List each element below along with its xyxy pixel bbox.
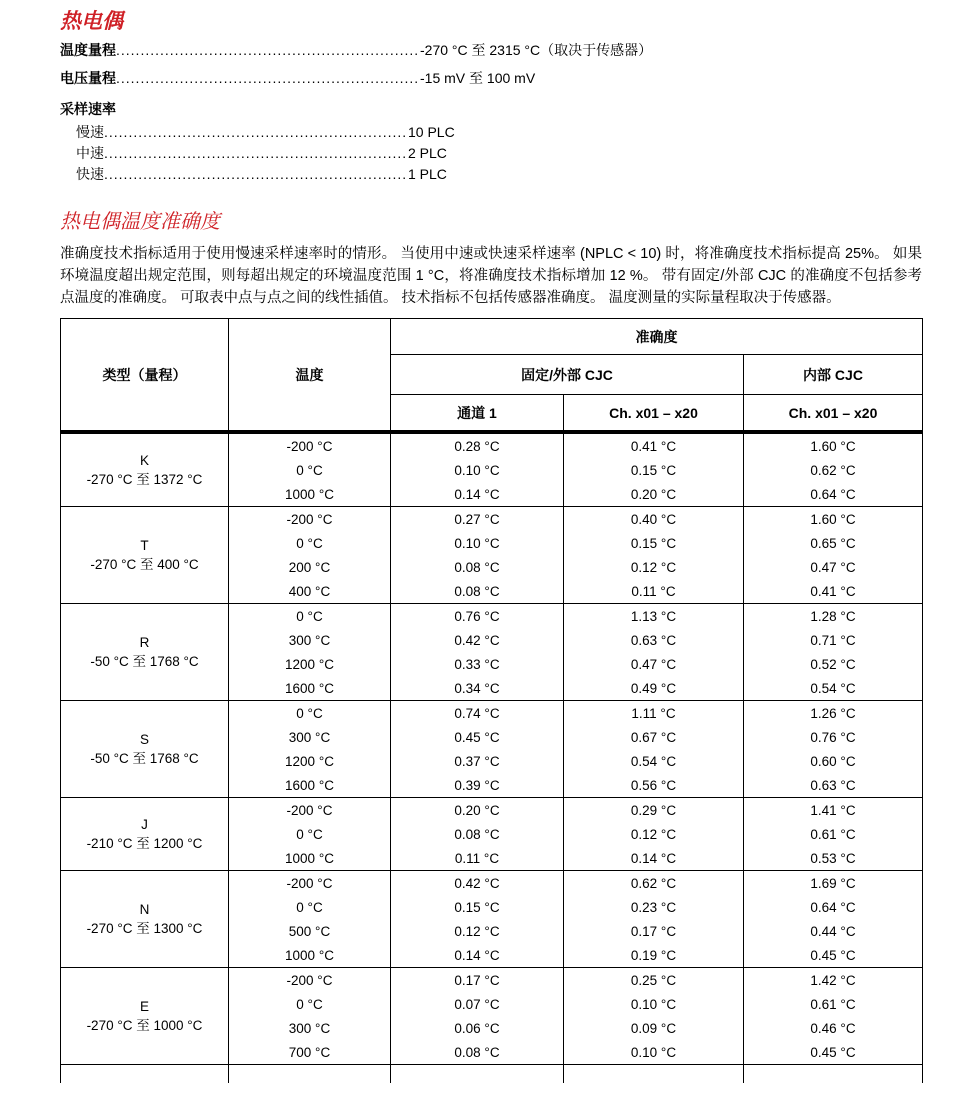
internal-accuracy-cell: 0.45 °C (744, 943, 923, 968)
type-range-cell (61, 798, 229, 871)
spec-value-medium: 2 PLC (408, 145, 447, 161)
internal-accuracy-cell: 0.65 °C (744, 531, 923, 555)
temperature-cell: 300 °C (229, 725, 391, 749)
temperature-cell: -200 °C (229, 871, 391, 896)
internal-accuracy-cell: 0.61 °C (744, 822, 923, 846)
channel1-accuracy-cell: 0.33 °C (391, 652, 564, 676)
temperature-cell: 0 °C (229, 458, 391, 482)
spec-left (76, 143, 406, 163)
accuracy-description-paragraph: 准确度技术指标适用于使用慢速采样速率时的情形。 当使用中速或快速采样速率 (NPLC < 10) 时，将准确度技术指标提高 25%。 如果环境温度超出规定范围，则每超出规定的环境温度范围 1 °C，将准确度技术指标增加 12 %。 带有固定/外部 CJC 的准确度不包括参考点温度的准确度。 可取表中点与点之间的线性插值。 技术指标不包括传感器准确度。 温度测量的实际量程取决于传感器。 (60, 246, 922, 306)
temperature-cell: 1000 °C (229, 482, 391, 507)
internal-accuracy-cell: 0.44 °C (744, 919, 923, 943)
spec-row-voltage-range (60, 68, 922, 96)
internal-accuracy-cell: 1.28 °C (744, 604, 923, 629)
channel1-accuracy-cell: 0.11 °C (391, 846, 564, 871)
fixed-external-accuracy-cell: 0.67 °C (564, 725, 744, 749)
spec-section-sample-rate: 采样速率 (60, 101, 116, 117)
temperature-cell: -200 °C (229, 968, 391, 993)
temperature-cell: 1200 °C (229, 652, 391, 676)
header-temperature: 温度 (229, 319, 391, 433)
temperature-cell: 700 °C (229, 1040, 391, 1065)
thermocouple-type: E (139, 999, 149, 1014)
fixed-external-accuracy-cell: 0.49 °C (564, 676, 744, 701)
channel1-accuracy-cell: 0.37 °C (391, 749, 564, 773)
type-range-cell (61, 432, 229, 507)
channel1-accuracy-cell: 0.08 °C (391, 555, 564, 579)
thermocouple-range: -270 °C 至 1300 °C (86, 921, 203, 936)
temperature-cell: 1200 °C (229, 749, 391, 773)
fixed-external-accuracy-cell: 0.12 °C (564, 822, 744, 846)
channel1-accuracy-cell: 0.42 °C (391, 628, 564, 652)
spec-label-slow: 慢速 (76, 124, 104, 140)
table-row-cutoff (61, 1065, 923, 1084)
temperature-cell: -200 °C (229, 507, 391, 532)
header-channel-1: 通道 1 (391, 395, 564, 433)
fixed-external-accuracy-cell: 1.13 °C (564, 604, 744, 629)
channel1-accuracy-cell: 0.08 °C (391, 579, 564, 604)
spec-row-fast-rate (60, 164, 922, 185)
header-ch-x01-x20-internal: Ch. x01 – x20 (744, 395, 923, 433)
channel1-accuracy-cell: 0.12 °C (391, 919, 564, 943)
type-range-cell (61, 507, 229, 604)
header-type-range: 类型（量程） (61, 319, 229, 433)
internal-accuracy-cell: 0.52 °C (744, 652, 923, 676)
internal-accuracy-cell: 0.54 °C (744, 676, 923, 701)
table-row (61, 871, 923, 896)
thermocouple-type: N (139, 902, 150, 917)
cutoff-cell (391, 1065, 564, 1084)
internal-accuracy-cell: 0.64 °C (744, 895, 923, 919)
temperature-cell: 0 °C (229, 822, 391, 846)
type-range-cell (61, 604, 229, 701)
fixed-external-accuracy-cell: 0.62 °C (564, 871, 744, 896)
fixed-external-accuracy-cell: 0.25 °C (564, 968, 744, 993)
spec-row-medium-rate (60, 143, 922, 164)
internal-accuracy-cell: 1.26 °C (744, 701, 923, 726)
fixed-external-accuracy-cell: 0.14 °C (564, 846, 744, 871)
temperature-cell: 0 °C (229, 895, 391, 919)
spec-label-fast: 快速 (76, 166, 104, 182)
internal-accuracy-cell: 1.42 °C (744, 968, 923, 993)
header-ch-x01-x20-fixed: Ch. x01 – x20 (564, 395, 744, 433)
fixed-external-accuracy-cell: 0.47 °C (564, 652, 744, 676)
dot-leader (116, 42, 418, 58)
internal-accuracy-cell: 0.71 °C (744, 628, 923, 652)
table-row (61, 432, 923, 458)
spec-label-voltage-range: 电压量程 (60, 70, 116, 86)
temperature-cell: 400 °C (229, 579, 391, 604)
channel1-accuracy-cell: 0.74 °C (391, 701, 564, 726)
thermocouple-type: R (139, 635, 150, 650)
channel1-accuracy-cell: 0.34 °C (391, 676, 564, 701)
internal-accuracy-cell: 0.64 °C (744, 482, 923, 507)
internal-accuracy-cell: 0.46 °C (744, 1016, 923, 1040)
temperature-cell: 300 °C (229, 628, 391, 652)
temperature-cell: 1600 °C (229, 773, 391, 798)
header-internal-cjc: 内部 CJC (744, 355, 923, 395)
fixed-external-accuracy-cell: 0.10 °C (564, 992, 744, 1016)
internal-accuracy-cell: 0.53 °C (744, 846, 923, 871)
temperature-cell: 1000 °C (229, 943, 391, 968)
internal-accuracy-cell: 0.41 °C (744, 579, 923, 604)
channel1-accuracy-cell: 0.15 °C (391, 895, 564, 919)
type-range-cell (61, 701, 229, 798)
channel1-accuracy-cell: 0.10 °C (391, 531, 564, 555)
channel1-accuracy-cell: 0.39 °C (391, 773, 564, 798)
fixed-external-accuracy-cell: 0.63 °C (564, 628, 744, 652)
type-range-cell (61, 871, 229, 968)
cutoff-cell (229, 1065, 391, 1084)
channel1-accuracy-cell: 0.07 °C (391, 992, 564, 1016)
fixed-external-accuracy-cell: 0.54 °C (564, 749, 744, 773)
internal-accuracy-cell: 1.41 °C (744, 798, 923, 823)
channel1-accuracy-cell: 0.17 °C (391, 968, 564, 993)
spec-label-temperature-range: 温度量程 (60, 42, 116, 58)
spec-left (76, 164, 406, 184)
fixed-external-accuracy-cell: 0.19 °C (564, 943, 744, 968)
internal-accuracy-cell: 0.76 °C (744, 725, 923, 749)
table-row (61, 798, 923, 823)
temperature-cell: 300 °C (229, 1016, 391, 1040)
cutoff-cell (61, 1065, 229, 1084)
channel1-accuracy-cell: 0.76 °C (391, 604, 564, 629)
internal-accuracy-cell: 1.69 °C (744, 871, 923, 896)
fixed-external-accuracy-cell: 0.17 °C (564, 919, 744, 943)
table-row (61, 968, 923, 993)
fixed-external-accuracy-cell: 0.56 °C (564, 773, 744, 798)
dot-leader (116, 70, 418, 86)
thermocouple-type: S (139, 732, 149, 747)
channel1-accuracy-cell: 0.06 °C (391, 1016, 564, 1040)
fixed-external-accuracy-cell: 0.20 °C (564, 482, 744, 507)
fixed-external-accuracy-cell: 0.41 °C (564, 432, 744, 458)
fixed-external-accuracy-cell: 0.12 °C (564, 555, 744, 579)
accuracy-table-body (61, 432, 923, 1083)
thermocouple-accuracy-table (60, 318, 923, 1083)
channel1-accuracy-cell: 0.42 °C (391, 871, 564, 896)
fixed-external-accuracy-cell: 0.29 °C (564, 798, 744, 823)
spec-row-temperature-range (60, 40, 922, 68)
temperature-cell: 200 °C (229, 555, 391, 579)
thermocouple-range: -270 °C 至 1372 °C (86, 472, 203, 487)
fixed-external-accuracy-cell: 1.11 °C (564, 701, 744, 726)
thermocouple-type: T (140, 538, 149, 553)
spec-left (60, 68, 418, 88)
spec-value-fast: 1 PLC (408, 166, 447, 182)
temperature-cell: 0 °C (229, 531, 391, 555)
internal-accuracy-cell: 0.61 °C (744, 992, 923, 1016)
channel1-accuracy-cell: 0.20 °C (391, 798, 564, 823)
spec-left (76, 122, 406, 142)
channel1-accuracy-cell: 0.10 °C (391, 458, 564, 482)
channel1-accuracy-cell: 0.27 °C (391, 507, 564, 532)
internal-accuracy-cell: 0.60 °C (744, 749, 923, 773)
channel1-accuracy-cell: 0.08 °C (391, 822, 564, 846)
type-range-cell (61, 968, 229, 1065)
temperature-cell: 1600 °C (229, 676, 391, 701)
header-fixed-external-cjc: 固定/外部 CJC (391, 355, 744, 395)
channel1-accuracy-cell: 0.45 °C (391, 725, 564, 749)
internal-accuracy-cell: 0.47 °C (744, 555, 923, 579)
internal-accuracy-cell: 1.60 °C (744, 507, 923, 532)
thermocouple-type: K (139, 453, 149, 468)
dot-leader (104, 124, 406, 140)
thermocouple-range: -50 °C 至 1768 °C (90, 654, 199, 669)
page-title: 热电偶 (60, 10, 123, 33)
dot-leader (104, 166, 406, 182)
thermocouple-range: -50 °C 至 1768 °C (90, 751, 199, 766)
table-header (61, 319, 923, 433)
table-row (61, 604, 923, 629)
internal-accuracy-cell: 0.62 °C (744, 458, 923, 482)
dot-leader (104, 145, 406, 161)
internal-accuracy-cell: 1.60 °C (744, 432, 923, 458)
thermocouple-range: -210 °C 至 1200 °C (86, 836, 203, 851)
table-row (61, 507, 923, 532)
fixed-external-accuracy-cell: 0.15 °C (564, 531, 744, 555)
channel1-accuracy-cell: 0.14 °C (391, 482, 564, 507)
fixed-external-accuracy-cell: 0.09 °C (564, 1016, 744, 1040)
spec-value-temperature-range: -270 °C 至 2315 °C（取决于传感器） (420, 42, 653, 58)
temperature-cell: -200 °C (229, 432, 391, 458)
temperature-cell: -200 °C (229, 798, 391, 823)
channel1-accuracy-cell: 0.08 °C (391, 1040, 564, 1065)
fixed-external-accuracy-cell: 0.40 °C (564, 507, 744, 532)
section-title: 热电偶温度准确度 (60, 211, 220, 233)
spec-row-slow-rate (60, 122, 922, 143)
internal-accuracy-cell: 0.45 °C (744, 1040, 923, 1065)
temperature-cell: 500 °C (229, 919, 391, 943)
spec-value-voltage-range: -15 mV 至 100 mV (420, 70, 536, 86)
internal-accuracy-cell: 0.63 °C (744, 773, 923, 798)
fixed-external-accuracy-cell: 0.11 °C (564, 579, 744, 604)
thermocouple-range: -270 °C 至 1000 °C (86, 1018, 203, 1033)
channel1-accuracy-cell: 0.14 °C (391, 943, 564, 968)
temperature-cell: 1000 °C (229, 846, 391, 871)
fixed-external-accuracy-cell: 0.15 °C (564, 458, 744, 482)
thermocouple-type: J (141, 817, 148, 832)
temperature-cell: 0 °C (229, 992, 391, 1016)
temperature-cell: 0 °C (229, 604, 391, 629)
fixed-external-accuracy-cell: 0.23 °C (564, 895, 744, 919)
fixed-external-accuracy-cell: 0.10 °C (564, 1040, 744, 1065)
header-accuracy: 准确度 (391, 319, 923, 355)
spec-left (60, 40, 418, 60)
spec-label-medium: 中速 (76, 145, 104, 161)
table-row (61, 701, 923, 726)
thermocouple-range: -270 °C 至 400 °C (90, 557, 199, 572)
spec-value-slow: 10 PLC (408, 124, 455, 140)
channel1-accuracy-cell: 0.28 °C (391, 432, 564, 458)
cutoff-cell (744, 1065, 923, 1084)
cutoff-cell (564, 1065, 744, 1084)
temperature-cell: 0 °C (229, 701, 391, 726)
